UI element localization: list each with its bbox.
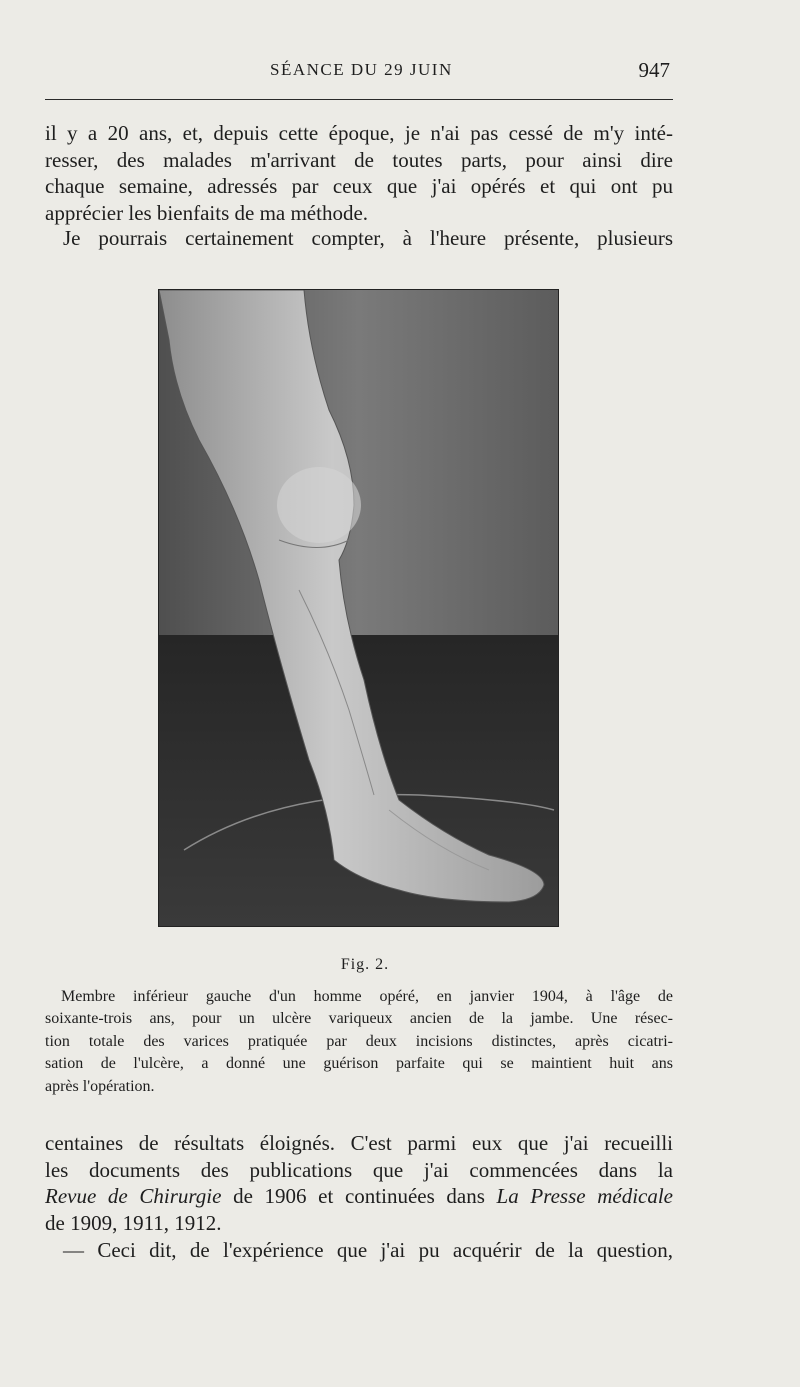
text-line-with-citations [45, 1183, 673, 1210]
text-fragment: de 1906 et continuées dans [221, 1184, 497, 1208]
figure-caption [45, 986, 673, 1098]
figure-label: Fig. 2. [340, 956, 390, 973]
text-line: de 1909, 1911, 1912. [45, 1210, 222, 1235]
paragraph-continued [45, 120, 673, 226]
caption-line: après l'opération. [45, 1077, 155, 1095]
journal-title: La Presse médicale [496, 1184, 673, 1208]
running-head-title: SÉANCE DU 29 JUIN [270, 60, 453, 79]
journal-title: Revue de Chirurgie [45, 1184, 222, 1208]
paragraph-start [45, 1237, 673, 1264]
leg-photograph-drawing [159, 290, 558, 926]
caption-line: tion totale des varices pratiquée par deux incisions distinctes, après cicatri- [45, 1032, 673, 1050]
text-line: resser, des malades m'arrivant de toutes parts, pour ainsi dire [45, 147, 673, 172]
text-line: il y a 20 ans, et, depuis cette époque, je n'ai pas cessé de m'y inté- [45, 121, 673, 145]
paragraph-continued [45, 1130, 673, 1236]
page-number: 947 [638, 58, 670, 82]
text-line: centaines de résultats éloignés. C'est parmi eux que j'ai recueilli [45, 1131, 673, 1155]
text-line: — Ceci dit, de l'expérience que j'ai pu acquérir de la question, [63, 1238, 673, 1262]
running-head [0, 58, 800, 88]
caption-line: Membre inférieur gauche d'un homme opéré, en janvier 1904, à l'âge de [61, 988, 673, 1005]
caption-line: sation de l'ulcère, a donné une guérison parfaite qui se maintient huit ans [45, 1055, 673, 1073]
paragraph-start [45, 225, 673, 252]
text-line: les documents des publications que j'ai commencées dans la [45, 1157, 673, 1182]
text-line: Je pourrais certainement compter, à l'heure présente, plusieurs [63, 226, 673, 250]
text-line: apprécier les bienfaits de ma méthode. [45, 200, 369, 225]
caption-line: soixante-trois ans, pour un ulcère variqueux ancien de la jambe. Une résec- [45, 1010, 673, 1028]
leg-photograph [158, 289, 559, 927]
header-rule [45, 99, 673, 100]
text-line: chaque semaine, adressés par ceux que j'ai opérés et qui ont pu [45, 174, 673, 198]
